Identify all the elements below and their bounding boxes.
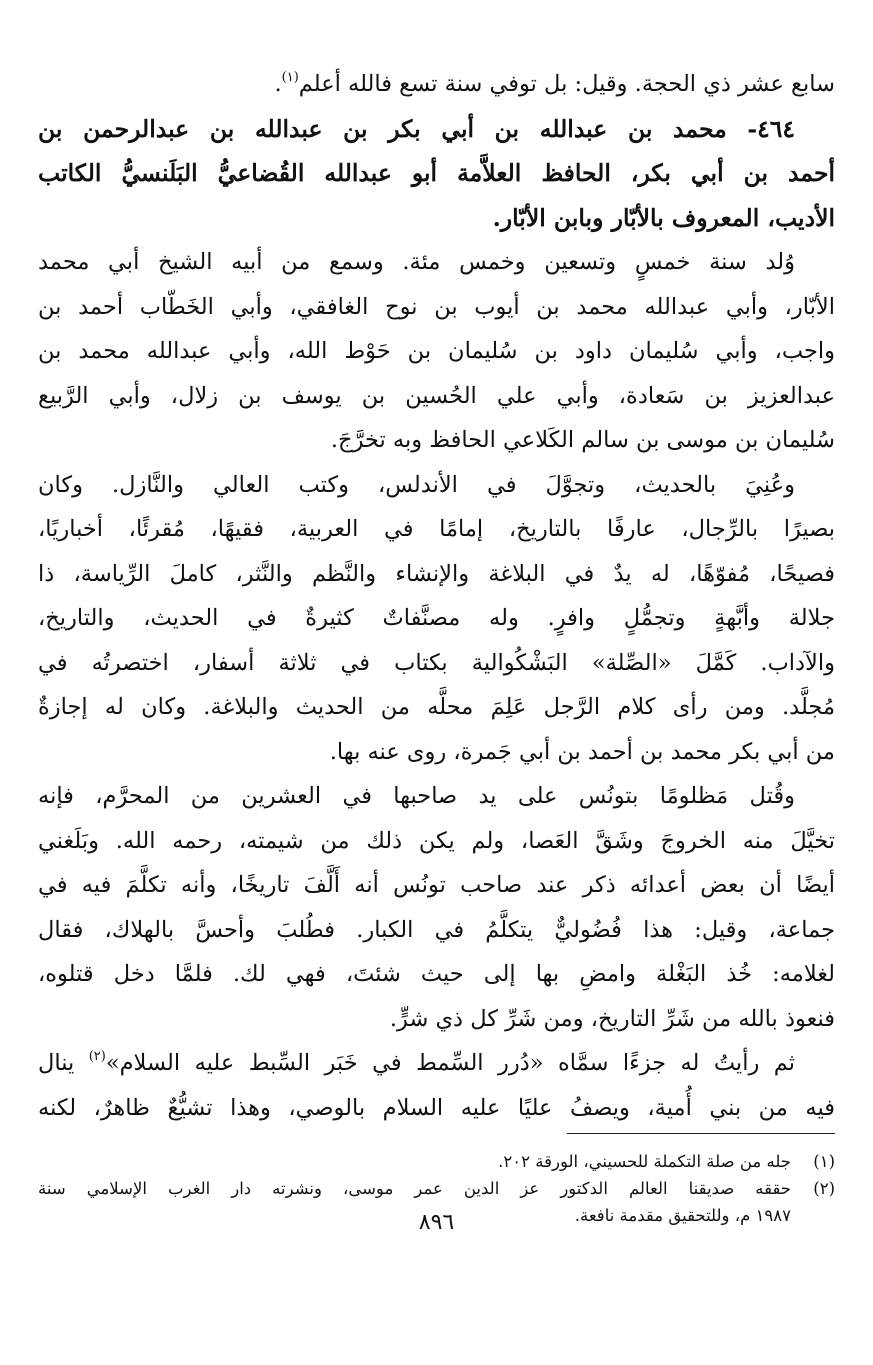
line-text: بصيرًا بالرِّجال، عارفًا بالتاريخ، إمامًا في العربية، فقيهًا، مُقرئًا، أخباريًا، [38, 516, 835, 542]
line-text: فصيحًا، مُفوّهًا، له يدٌ في البلاغة والإنشاء والنَّظم والنَّثر، كاملَ الرِّياسة، ذا [38, 560, 835, 587]
text-line [38, 952, 835, 997]
line-text: من أبي بكر محمد بن أحمد بن أبي جَمرة، روى عنه بها. [329, 738, 835, 765]
line-text: مُجلَّد. ومن رأى كلام الرَّجل عَلِمَ محلَّه من الحديث والبلاغة. وكان له إجازةٌ [38, 694, 835, 720]
line-text: وُلد سنة خمسٍ وتسعين وخمس مئة. وسمع من أبيه الشيخ أبي محمد [38, 249, 795, 275]
line-text: تخيَّلَ منه الخروجَ وشَقَّ العَصا، ولم يكن ذلك من شيمته، رحمه الله. وبَلَغني [38, 827, 835, 854]
text-line [38, 1041, 835, 1086]
text-line [38, 863, 835, 908]
line-text: واجب، وأبي سُليمان داود بن سُليمان بن حَوْط الله، وأبي عبدالله محمد بن [38, 338, 835, 364]
text-line [38, 418, 835, 463]
line-text: عبدالعزيز بن سَعادة، وأبي علي الحُسين بن يوسف بن زلال، وأبي الرَّبيع [38, 382, 835, 409]
text-line [38, 374, 835, 419]
line-text: جلالة وأبَّهةٍ وتجمُّلٍ وافرٍ. وله مصنَّفاتٌ كثيرةٌ في الحديث، والتاريخ، [38, 605, 835, 631]
text-line [38, 463, 835, 508]
text-line [38, 1086, 835, 1131]
footnote-continuation: ١٩٨٧ م، وللتحقيق مقدمة نافعة. [574, 1206, 791, 1225]
footnote [38, 1175, 835, 1202]
line-text: أيضًا أن بعض أعدائه ذكر عند صاحب تونُس أنه أَلَّفَ تاريخًا، وأنه تكلَّمَ فيه في [38, 872, 835, 898]
footnote [38, 1148, 835, 1175]
line-text: وعُنِيَ بالحديث، وتجوَّلَ في الأندلس، وكتب العالي والنَّازل. وكان [38, 471, 795, 498]
footnote-marker: (١) [281, 69, 299, 85]
line-text: الأديب، المعروف بالأبّار وبابن الأبّار. [492, 203, 835, 232]
footnote-number: (٢) [813, 1179, 835, 1198]
line-text: جماعة، وقيل: هذا فُضُوليٌّ يتكلَّمُ في الكبار. فطُلبَ وأحسَّ بالهلاك، فقال [38, 916, 835, 943]
text-line [38, 285, 835, 330]
line-text: ٤٦٤- محمد بن عبدالله بن أبي بكر بن عبدالله بن عبدالرحمن بن [38, 114, 795, 143]
page-number: ٨٩٦ [418, 1210, 455, 1235]
line-text: فيه من بني أُمية، ويصفُ عليًا عليه السلام بالوصي، وهذا تشيُّعٌ ظاهرٌ، لكنه [38, 1094, 835, 1121]
line-text: ثم رأيتُ له جزءًا سمَّاه «دُرر السِّمط في خَبَر السِّبط عليه السلام» [105, 1050, 795, 1076]
footnote-text: جله من صلة التكملة للحسيني، الورقة ٢٠٢. [498, 1152, 791, 1171]
line-text: أحمد بن أبي بكر، الحافظ العلاَّمة أبو عبدالله القُضاعيُّ البَلَنسيُّ الكاتب [38, 159, 835, 187]
line-text: فنعوذ بالله من شَرِّ التاريخ، ومن شَرِّ كل ذي شرٍّ. [389, 1005, 835, 1032]
text-line [38, 685, 835, 730]
text-line [38, 774, 835, 819]
text-line [38, 151, 835, 196]
text-line [38, 329, 835, 374]
line-text: وقُتل مَظلومًا بتونُس على يد صاحبها في العشرين من المحرَّم، فإنه [38, 783, 795, 809]
text-line [38, 641, 835, 686]
text-line [38, 908, 835, 953]
text-line [38, 62, 835, 107]
footnote-marker: (٢) [88, 1048, 106, 1064]
text-line [38, 107, 835, 152]
line-tail: . [274, 71, 282, 97]
line-tail: ينال [38, 1050, 89, 1076]
footnote-text: حققه صديقنا العالم الدكتور عز الدين عمر موسى، ونشرته دار الغرب الإسلامي سنة [38, 1179, 791, 1198]
line-text: سُليمان بن موسى بن سالم الكَلاعي الحافظ وبه تخرَّجَ. [330, 427, 835, 453]
line-text: لغلامه: خُذ البَغْلة وامضِ بها إلى حيث شئتَ، فهي لك. فلمَّا دخل قتلوه، [38, 961, 835, 987]
footnote-number: (١) [813, 1152, 835, 1171]
text-line [38, 507, 835, 552]
text-line [38, 730, 835, 775]
footnote-separator [567, 1133, 835, 1134]
text-line [38, 240, 835, 285]
text-line [38, 552, 835, 597]
text-line [38, 819, 835, 864]
main-text [38, 62, 835, 1130]
text-line [38, 997, 835, 1042]
text-line [38, 196, 835, 241]
line-text: والآداب. كَمَّلَ «الصِّلة» البَشْكُوالية بكتاب في ثلاثة أسفار، اختصرتُه في [38, 649, 835, 676]
text-line [38, 596, 835, 641]
line-text: الأبّار، وأبي عبدالله محمد بن أيوب بن نوح الغافقي، وأبي الخَطّاب أحمد بن [38, 293, 835, 320]
book-page [38, 62, 835, 1335]
line-text: سابع عشر ذي الحجة. وقيل: بل توفي سنة تسع فالله أعلم [298, 71, 835, 97]
